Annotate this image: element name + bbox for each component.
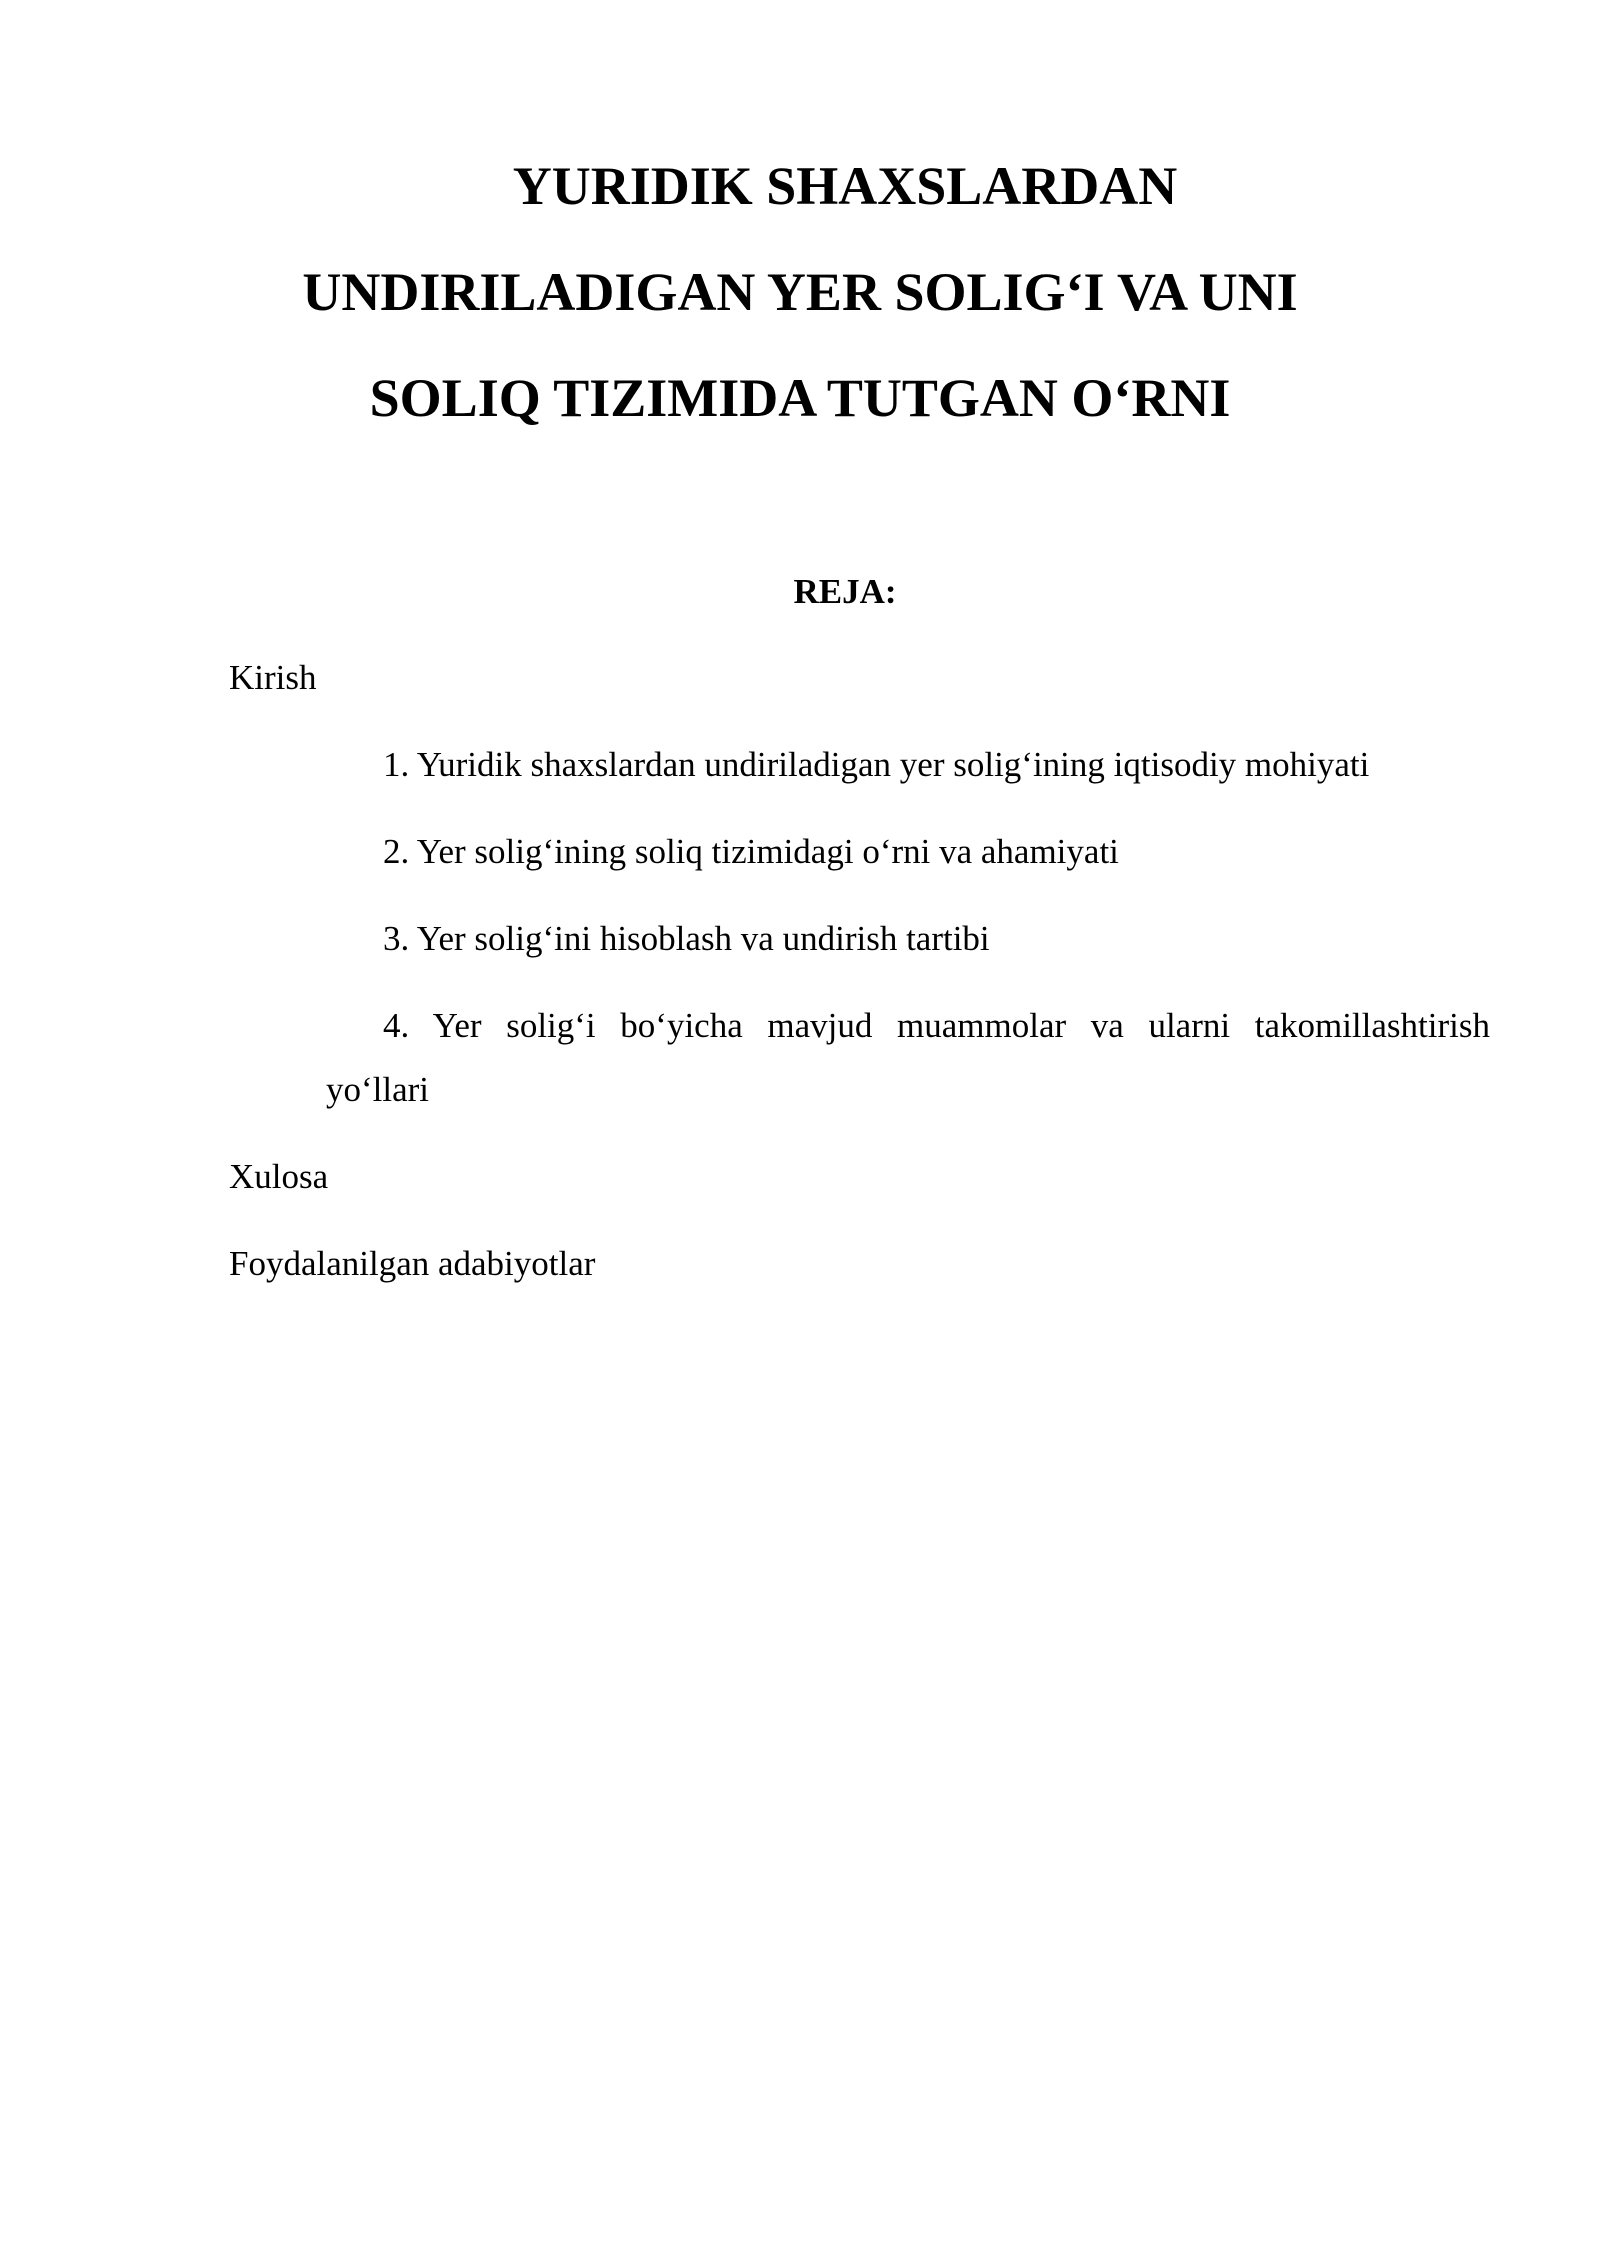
conclusion-item: Xulosa xyxy=(229,1157,329,1196)
references-item: Foydalanilgan adabiyotlar xyxy=(229,1244,596,1283)
plan-item-3: 3. Yer solig‘ini hisoblash va undirish tartibi xyxy=(383,919,990,958)
title-line-3: SOLIQ TIZIMIDA TUTGAN O‘RNI xyxy=(369,368,1231,428)
plan-item-4-line-1: 4. Yer solig‘i bo‘yicha mavjud muammolar va ularni takomillashtirish xyxy=(383,1006,1490,1045)
plan-item-2: 2. Yer solig‘ining soliq tizimidagi o‘rni va ahamiyati xyxy=(383,832,1119,871)
title-line-2: UNDIRILADIGAN YER SOLIG‘I VA UNI xyxy=(302,262,1298,322)
title-line-1: YURIDIK SHAXSLARDAN xyxy=(512,156,1178,216)
plan-item-4-line-2: yo‘llari xyxy=(326,1070,430,1109)
plan-item-1: 1. Yuridik shaxslardan undiriladigan yer solig‘ining iqtisodiy mohiyati xyxy=(383,745,1370,784)
intro-item: Kirish xyxy=(229,658,317,697)
plan-heading: REJA: xyxy=(793,572,897,611)
